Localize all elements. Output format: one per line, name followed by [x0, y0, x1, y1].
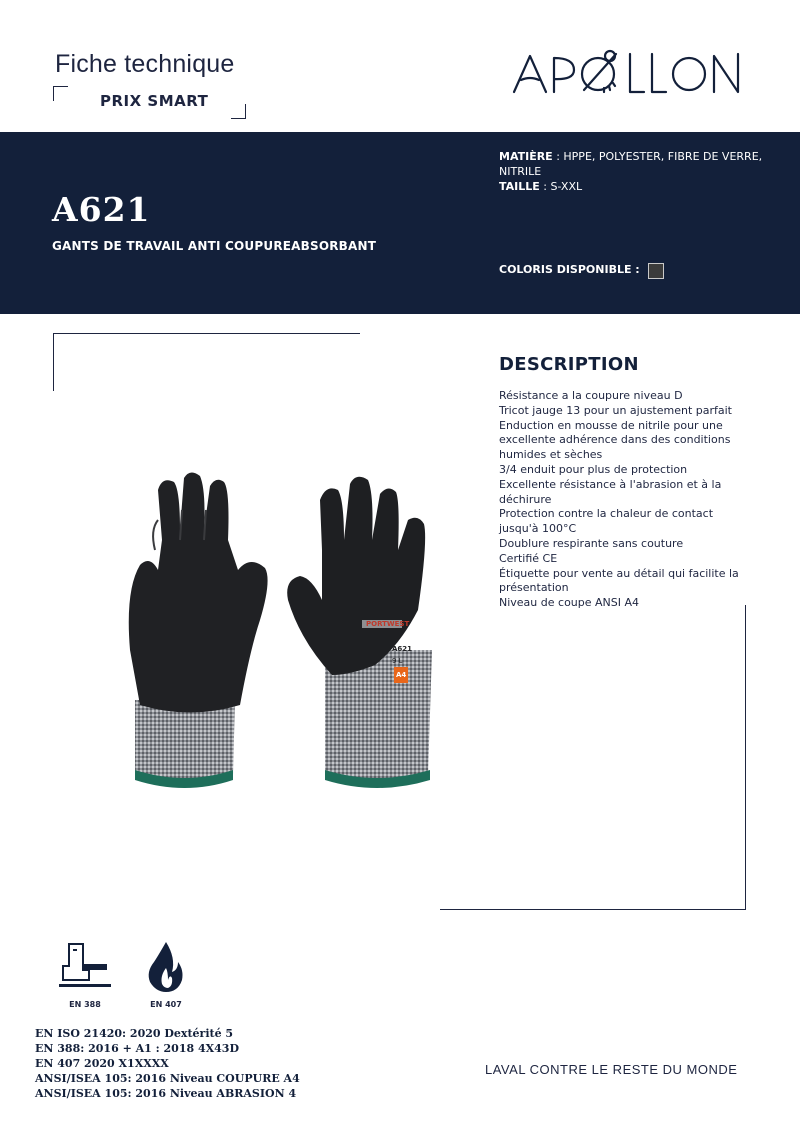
- glove-mechanical-icon: [55, 940, 115, 994]
- description-line: présentation: [499, 581, 569, 595]
- spec-taille-value: : S-XXL: [543, 180, 583, 193]
- description-line: Excellente résistance à l'abrasion et à la: [499, 477, 722, 491]
- glove-code-label: A621: [392, 645, 413, 653]
- en388-label: EN 388: [69, 1000, 101, 1009]
- description-line: Niveau de coupe ANSI A4: [499, 596, 640, 610]
- page-title: Fiche technique: [55, 50, 235, 78]
- glove-size-label: 9 L: [392, 657, 403, 665]
- standard-line: EN 388: 2016 + A1 : 2018 4X43D: [35, 1042, 239, 1055]
- description-line: 3/4 enduit pour plus de protection: [499, 462, 688, 476]
- description-line: Enduction en mousse de nitrile pour une: [499, 418, 723, 432]
- standard-line: EN 407 2020 X1XXXX: [35, 1057, 169, 1070]
- frame-line-right: [745, 605, 746, 910]
- color-swatch-grey: [648, 263, 664, 279]
- standard-line: EN ISO 21420: 2020 Dextérité 5: [35, 1027, 234, 1040]
- standards-list: [35, 1026, 300, 1101]
- spec-matiere-label: MATIÈRE: [499, 150, 553, 163]
- right-glove: [287, 477, 432, 788]
- description-line: Certifié CE: [499, 551, 558, 565]
- description-title: DESCRIPTION: [499, 354, 639, 375]
- product-name: GANTS DE TRAVAIL ANTI COUPUREABSORBANT: [52, 239, 377, 253]
- en388-badge: [55, 940, 115, 1009]
- description-line: jusqu'à 100°C: [499, 522, 577, 536]
- product-code: A621: [52, 190, 151, 229]
- description-line: déchirure: [499, 492, 552, 506]
- description-line: Tricot jauge 13 pour un ajustement parfait: [499, 403, 732, 417]
- en407-label: EN 407: [150, 1000, 182, 1009]
- glove-cut-badge: A4: [396, 671, 407, 679]
- en407-badge: [136, 940, 196, 1009]
- description-line: Résistance a la coupure niveau D: [499, 389, 683, 402]
- spec-taille: [499, 179, 769, 194]
- spec-taille-label: TAILLE: [499, 180, 540, 193]
- frame-line-top: [53, 333, 360, 334]
- left-glove: [129, 472, 268, 788]
- description-line: Protection contre la chaleur de contact: [499, 507, 714, 521]
- description-list: [499, 389, 744, 611]
- coloris-label: COLORIS DISPONIBLE :: [499, 263, 640, 276]
- frame-line-left: [53, 333, 54, 391]
- flame-icon: [136, 940, 196, 994]
- spec-matiere: [499, 149, 769, 179]
- standard-line: ANSI/ISEA 105: 2016 Niveau COUPURE A4: [35, 1072, 300, 1085]
- decorative-corner-bottom-right: [231, 104, 246, 119]
- decorative-corner-top-left: [53, 86, 68, 101]
- apollon-logo: [512, 46, 748, 98]
- spec-matiere-value: : HPPE, POLYESTER, FIBRE DE VERRE, NITRILE: [499, 150, 763, 178]
- description-line: Étiquette pour vente au détail qui facilite la: [499, 566, 739, 580]
- description-line: Doublure respirante sans couture: [499, 536, 684, 550]
- product-specs: [499, 149, 769, 194]
- glove-brand-label: PORTWEST: [366, 620, 410, 628]
- description-line: humides et sèches: [499, 448, 603, 462]
- page-subtitle: PRIX SMART: [100, 92, 209, 110]
- footer-tagline: LAVAL CONTRE LE RESTE DU MONDE: [485, 1062, 738, 1077]
- frame-line-bottom: [440, 909, 746, 910]
- product-image-gloves: [100, 470, 450, 800]
- description-line: excellente adhérence dans des conditions: [499, 433, 731, 447]
- standard-line: ANSI/ISEA 105: 2016 Niveau ABRASION 4: [35, 1087, 297, 1100]
